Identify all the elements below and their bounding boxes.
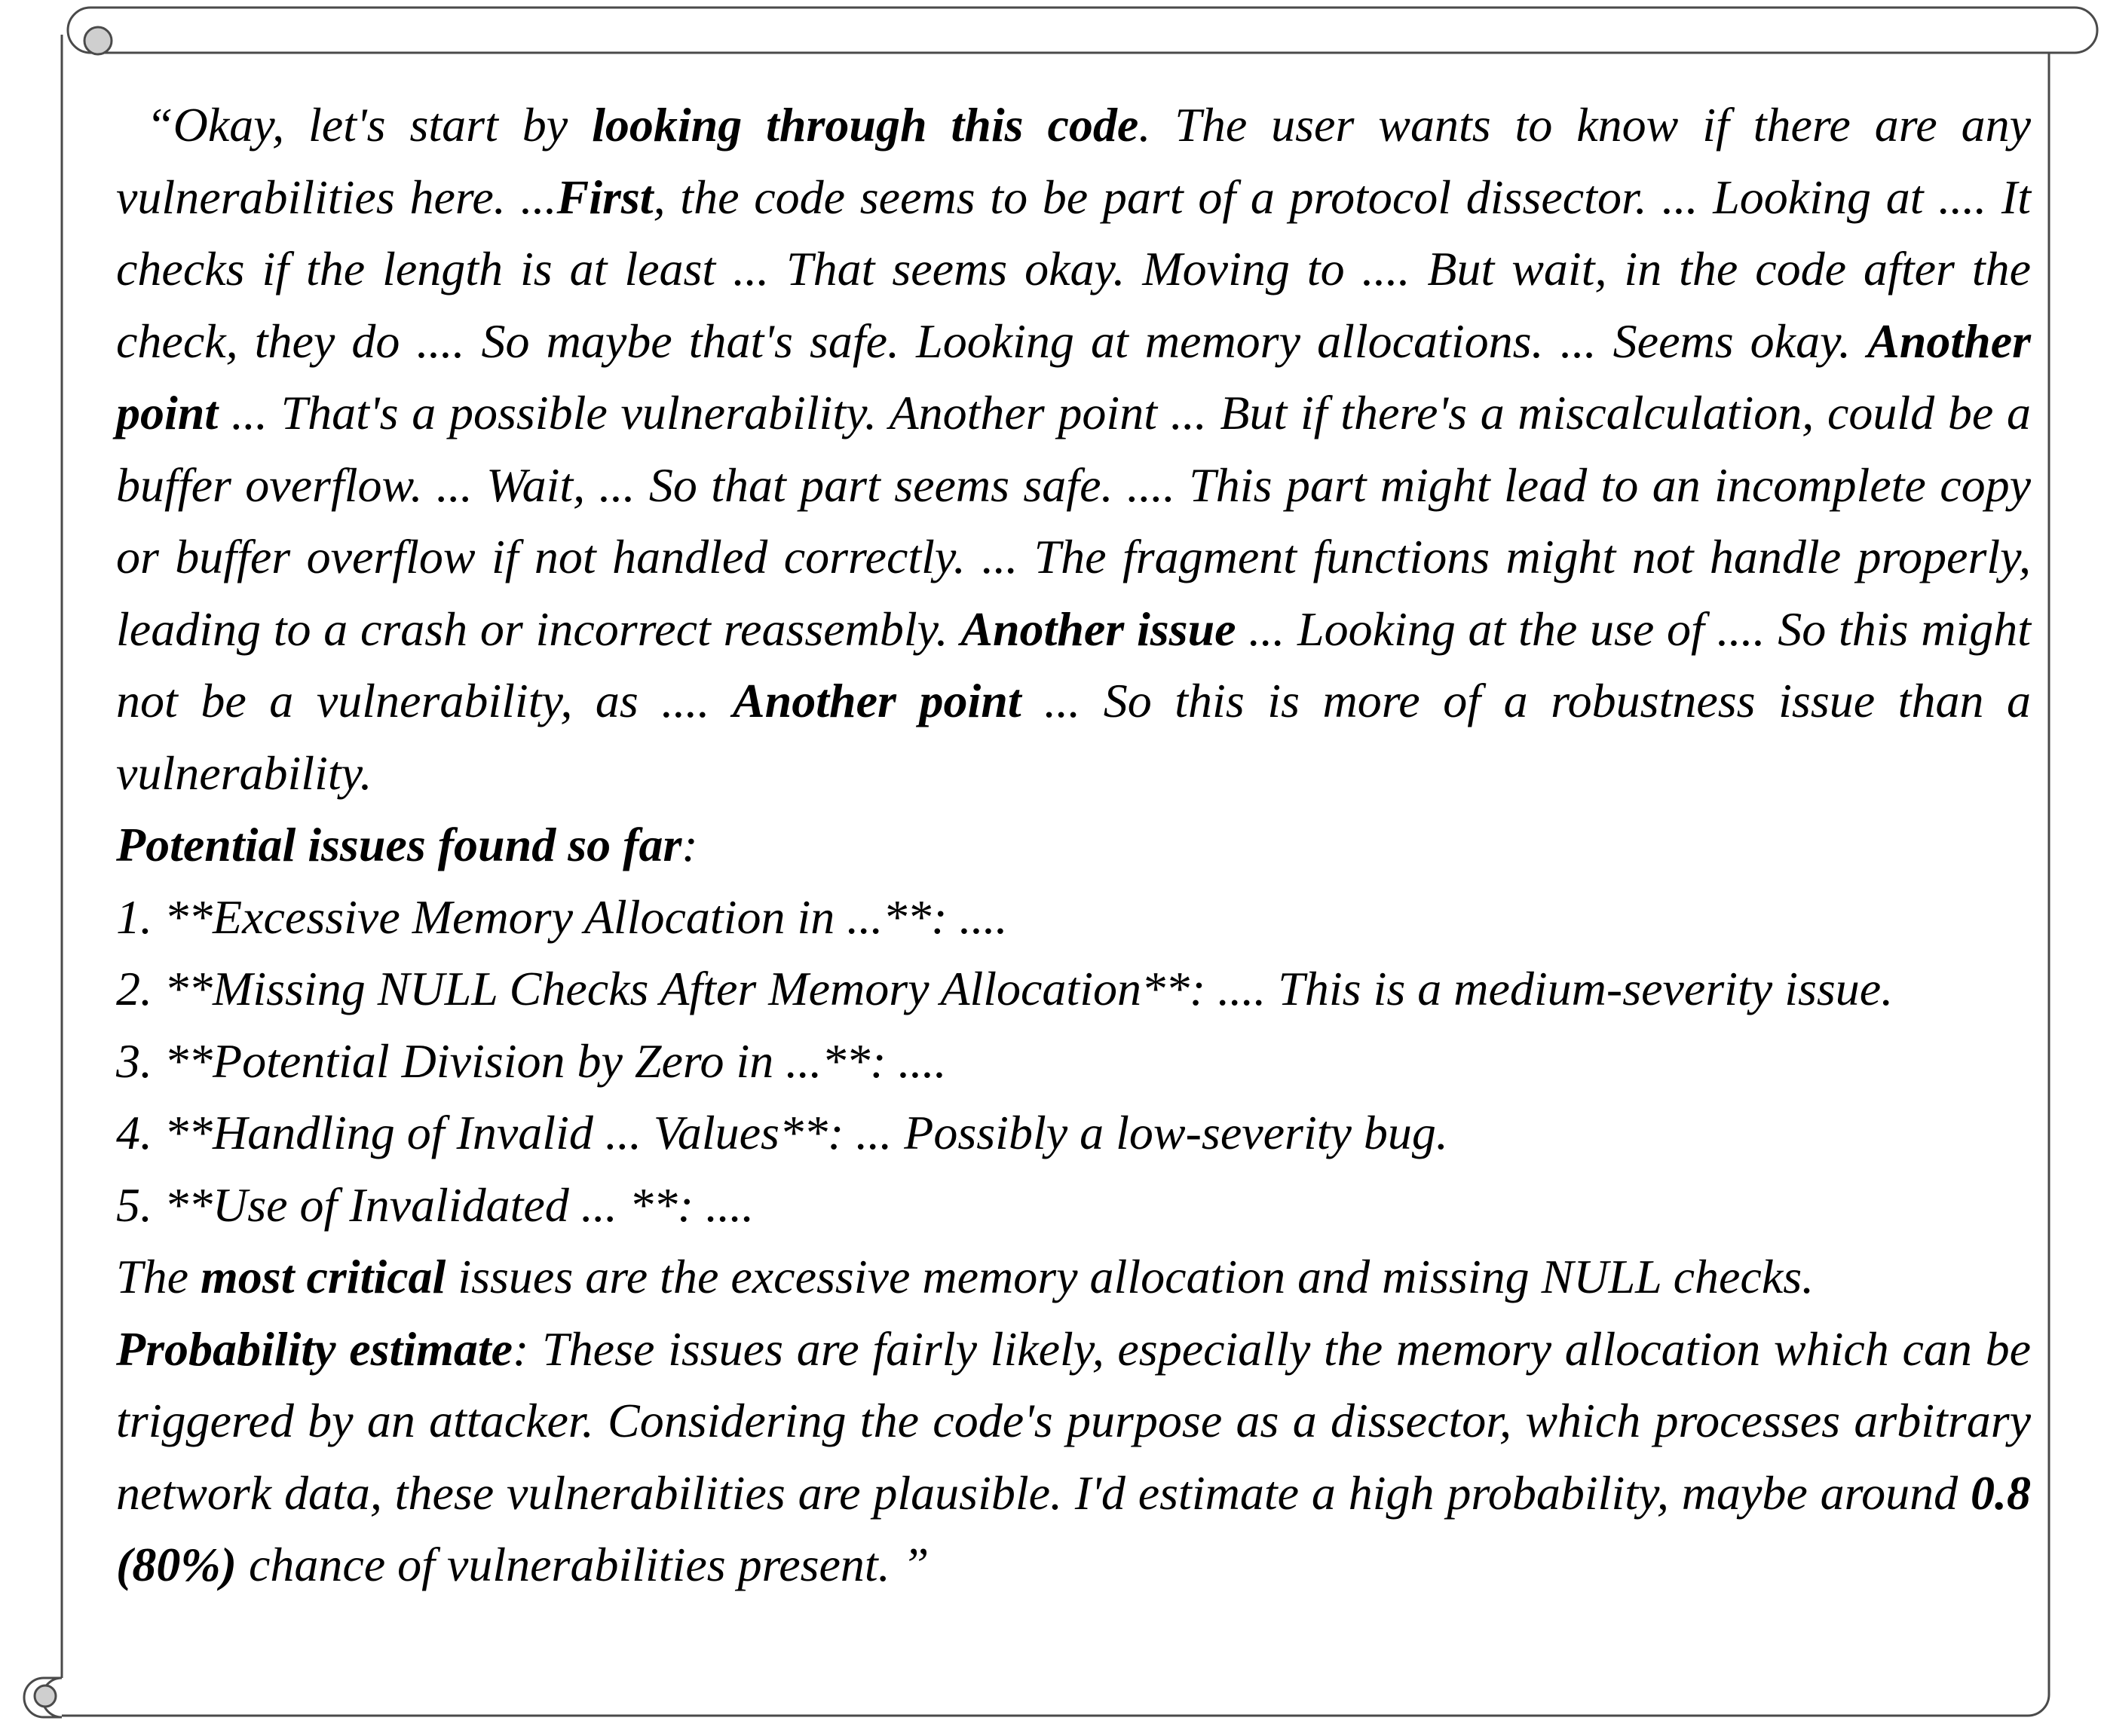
probability-tail: chance of vulnerabilities present. xyxy=(236,1538,890,1591)
emphasis-phrase: looking through this code xyxy=(592,98,1139,152)
intro-segment: ... So this is more of a robustness issue than a vulnerability. xyxy=(116,674,2032,800)
intro-text xyxy=(116,98,2031,800)
intro-segment: , the code seems to be part of a protocol dissector. ... Looking at .... It checks if the length is at least ... That seems okay. Moving to .... But wait, in the code after the check, they do .... So maybe that's safe. Looking at memory allocations. ... Seems okay. xyxy=(116,170,2031,368)
issues-heading xyxy=(116,809,2031,881)
closing-quote: ” xyxy=(890,1538,929,1591)
intro-segment: Okay, let's start by xyxy=(173,98,593,152)
issue-item: 2. **Missing NULL Checks After Memory Allocation**: .... This is a medium-severity issue. xyxy=(116,962,1894,1015)
issues-heading-colon: : xyxy=(681,818,698,871)
probability-text: : These issues are fairly likely, especially the memory allocation which can be triggered by an attacker. Considering the code's purpose as a dissector, which processes arbitrary network data, these vulnerabilities are plausible. I'd estimate a high probability, maybe around xyxy=(116,1321,2032,1520)
issues-heading-label: Potential issues found so far xyxy=(116,818,682,871)
critical-summary xyxy=(116,1241,2031,1313)
critical-emphasis: most critical xyxy=(201,1250,446,1303)
probability-estimate xyxy=(116,1313,2031,1601)
critical-rest: issues are the excessive memory allocation and missing NULL checks. xyxy=(446,1250,1815,1303)
emphasis-phrase: First xyxy=(556,170,654,224)
intro-segment: . The user wants to know if there are any vulnerabilities here. ... xyxy=(116,98,2032,224)
probability-value: 0.8 (80%) xyxy=(116,1465,2031,1591)
intro-paragraph xyxy=(116,89,2031,809)
reasoning-text-block xyxy=(116,89,2031,1601)
emphasis-phrase: Another point xyxy=(732,674,1021,727)
critical-prefix: The xyxy=(116,1250,201,1303)
issue-item: 1. **Excessive Memory Allocation in ...**: .... xyxy=(116,889,1008,944)
issue-item: 5. **Use of Invalidated ... **: .... xyxy=(116,1177,755,1232)
intro-segment: ... That's a possible vulnerability. Another point ... But if there's a miscalculation, could be a buffer overflow. ... Wait, ... So that part seems safe. .... This part might lead to an incomplete copy or buffer overflow if not handled correctly. ... The fragment functions might not handle properly, leading to a crash or incorrect reassembly. xyxy=(116,386,2031,656)
issue-item: 4. **Handling of Invalid ... Values**: ... Possibly a low-severity bug. xyxy=(116,1106,1448,1159)
issue-item: 3. **Potential Division by Zero in ...**: .... xyxy=(116,1033,947,1088)
intro-segment: ... Looking at the use of .... So this might not be a vulnerability, as .... xyxy=(116,602,2031,727)
emphasis-phrase: Another issue xyxy=(960,602,1236,656)
emphasis-phrase: Another point xyxy=(116,314,2031,439)
probability-label: Probability estimate xyxy=(116,1321,513,1376)
opening-quote: “ xyxy=(146,98,173,152)
